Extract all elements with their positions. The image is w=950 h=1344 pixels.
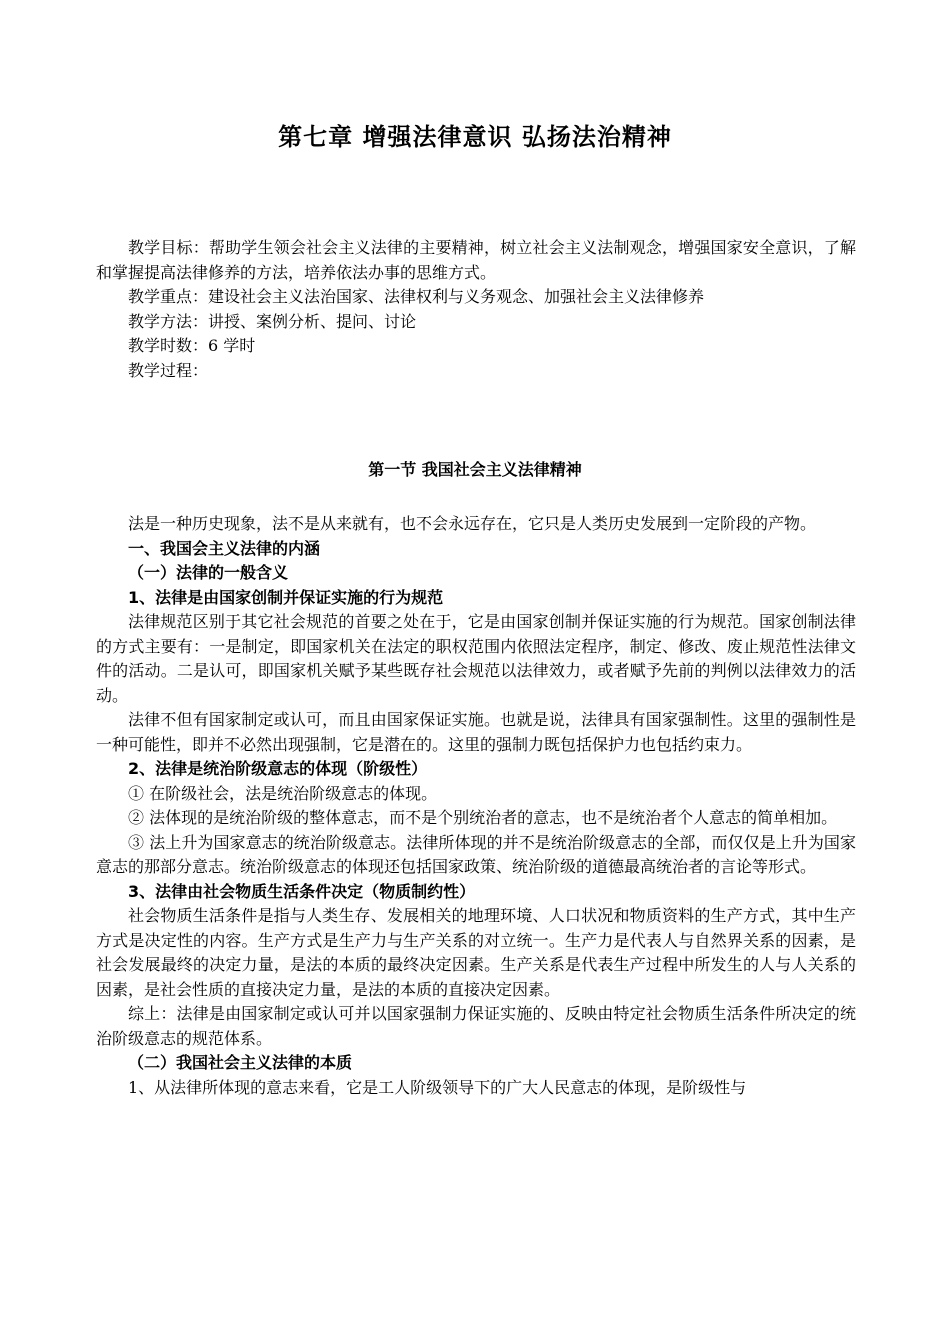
paragraph-summary: 综上：法律是由国家制定或认可并以国家强制力保证实施的、反映由特定社会物质生活条件所决定的统治阶级意志的规范体系。 [96,1004,856,1048]
paragraph-nature-1: 1、从法律所体现的意志来看，它是工人阶级领导下的广大人民意志的体现，是阶级性与 [128,1077,747,1097]
heading-point-3: 3、法律由社会物质生活条件决定（物质制约性） [128,881,476,901]
paragraph-point-2c: ③ 法上升为国家意志的统治阶级意志。法律所体现的并不是统治阶级意志的全部，而仅仅是上升为国家意志的那部分意志。统治阶级意志的体现还包括国家政策、统治阶级的道德最高统治者的言论等形式。 [96,832,856,876]
teaching-key-points: 教学重点：建设社会主义法治国家、法律权利与义务观念、加强社会主义法律修养 [128,287,705,306]
heading-1: 一、我国会主义法律的内涵 [128,538,321,558]
paragraph-point-2a: ① 在阶级社会，法是统治阶级意志的体现。 [128,783,438,803]
heading-1-2: （二）我国社会主义法律的本质 [128,1053,353,1072]
heading-1-1: （一）法律的一般含义 [128,563,289,582]
teaching-intro [96,236,856,383]
teaching-process: 教学过程： [128,360,209,380]
section-title: 第一节 我国社会主义法律精神 [368,460,582,479]
paragraph-point-3: 社会物质生活条件是指与人类生存、发展相关的地理环境、人口状况和物质资料的生产方式，其中生产方式是决定性的内容。生产方式是生产力与生产关系的对立统一。生产力是代表人与自然界关系的因素，是社会发展最终的决定力量，是法的本质的最终决定因素。生产关系是代表生产过程中所发生的人与人关系的因素，是社会性质的直接决定力量，是法的本质的直接决定因素。 [96,906,856,999]
paragraph-point-1b: 法律不但有国家制定或认可，而且由国家保证实施。也就是说，法律具有国家强制性。这里的强制性是一种可能性，即并不必然出现强制，它是潜在的。这里的强制力既包括保护力也包括约束力。 [96,710,856,754]
teaching-methods: 教学方法：讲授、案例分析、提问、讨论 [128,311,417,331]
paragraph-point-1a: 法律规范区别于其它社会规范的首要之处在于，它是由国家创制并保证实施的行为规范。国家创制法律的方式主要有：一是制定，即国家机关在法定的职权范围内依照法定程序，制定、修改、废止规范性法律文件的活动。二是认可，即国家机关赋予某些既存社会规范以法律效力，或者赋予先前的判例以法律效力的活动。 [96,612,856,705]
section-body [96,512,856,1100]
paragraph-history: 法是一种历史现象，法不是从来就有，也不会永远存在，它只是人类历史发展到一定阶段的产物。 [128,514,817,533]
paragraph-point-2b: ② 法体现的是统治阶级的整体意志，而不是个别统治者的意志，也不是统治者个人意志的简单相加。 [128,808,838,827]
heading-point-2: 2、法律是统治阶级意志的体现（阶级性） [128,759,428,778]
heading-point-1: 1、法律是由国家创制并保证实施的行为规范 [128,587,444,607]
teaching-objective: 教学目标：帮助学生领会社会主义法律的主要精神，树立社会主义法制观念，增强国家安全意识，了解和掌握提高法律修养的方法，培养依法办事的思维方式。 [96,238,856,282]
chapter-title: 第七章 增强法律意识 弘扬法治精神 [278,123,672,151]
teaching-hours: 教学时数：6 学时 [128,336,256,355]
